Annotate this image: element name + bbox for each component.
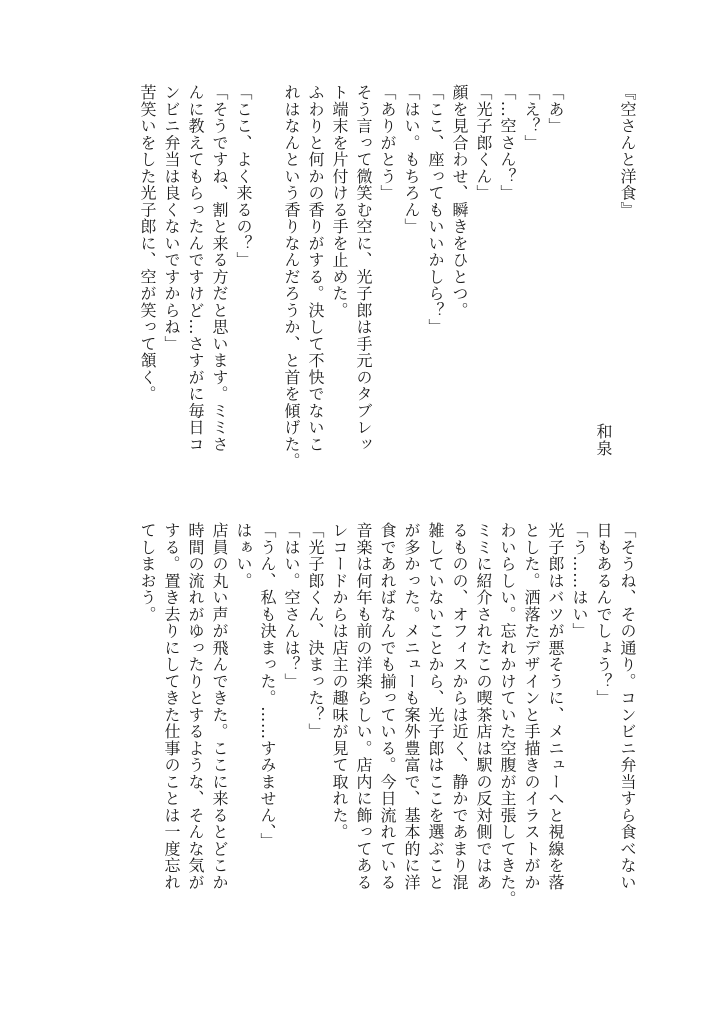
text-column: わいらしい。忘れかけていた空腹が主張してきた。	[498, 522, 517, 908]
text-column: 雑していないことから、光子郎はここを選ぶこと	[426, 522, 445, 891]
text-column: 「そうね、その通り。コンビニ弁当すら食べない	[618, 522, 637, 891]
text-column: れはなんという香りなんだろうか、と首を傾げた。	[282, 84, 301, 470]
text-column: 「光子郎くん、決まった？」	[306, 522, 325, 740]
text-column: 「うん、私も決まった。……すみません、」	[258, 522, 277, 849]
text-column: 音楽は何年も前の洋楽らしい。店内に飾ってある	[354, 522, 373, 891]
text-column: 「あ」	[546, 84, 565, 135]
text-column: ト端末を片付ける手を止めた。	[330, 84, 349, 319]
text-column: 「そうですね、割と来る方だと思います。ミミさ	[210, 84, 229, 453]
text-column: 苦笑いをした光子郎に、空が笑って頷く。	[138, 84, 157, 403]
text-column: 時間の流れがゆったりとするような、そんな気が	[186, 522, 205, 891]
text-column: 光子郎はバツが悪そうに、メニューへと視線を落	[546, 522, 565, 891]
blank-line	[567, 84, 591, 456]
blank-line	[255, 84, 279, 456]
text-column: 「え？」	[522, 84, 541, 151]
text-column: とした。洒落たデザインと手描きのイラストがか	[522, 522, 541, 891]
text-column: 食であればなんでも揃っている。今日流れている	[378, 522, 397, 891]
text-column: ふわりと何かの香りがする。決して不快でないこ	[306, 84, 325, 453]
text-column: 店員の丸い声が飛んできた。ここに来るとどこか	[210, 522, 229, 891]
text-block-lower	[135, 522, 639, 908]
text-column: が多かった。メニューも案外豊富で、基本的に洋	[402, 522, 421, 891]
text-column: 「ここ、よく来るの？」	[234, 84, 253, 269]
text-column: ミミに紹介されたこの喫茶店は駅の反対側ではあ	[474, 522, 493, 891]
text-column: そう言って微笑む空に、光子郎は手元のタブレッ	[354, 84, 373, 453]
text-column: 「う……はい」	[570, 522, 589, 640]
text-column: する。置き去りにしてきた仕事のことは一度忘れ	[162, 522, 181, 891]
text-column: 「ありがとう」	[378, 84, 397, 202]
text-column: んに教えてもらったんですけど…さすがに毎日コ	[186, 84, 205, 453]
text-block-upper	[135, 84, 639, 470]
text-column: 顔を見合わせ、瞬きをひとつ。	[450, 84, 469, 319]
text-column: 「…空さん？」	[498, 84, 517, 202]
text-column: 「はい。空さんは？」	[282, 522, 301, 690]
text-column: ンビニ弁当は良くないですからね」	[162, 84, 181, 352]
text-column: 日もあるんでしょう？」	[594, 522, 613, 707]
text-column: 「ここ、座ってもいいかしら？」	[426, 84, 445, 336]
text-column: レコードからは店主の趣味が見て取れた。	[330, 522, 349, 841]
text-column: 「はい。もちろん」	[402, 84, 421, 235]
story-title: 『空さんと洋食』	[618, 84, 637, 218]
text-column: てしまおう。	[138, 522, 157, 623]
text-column: 「光子郎くん」	[474, 84, 493, 202]
text-column: るものの、オフィスからは近く、静かであまり混	[450, 522, 469, 891]
author-name: 和泉	[594, 422, 613, 456]
text-column: はぁい。	[234, 522, 253, 589]
